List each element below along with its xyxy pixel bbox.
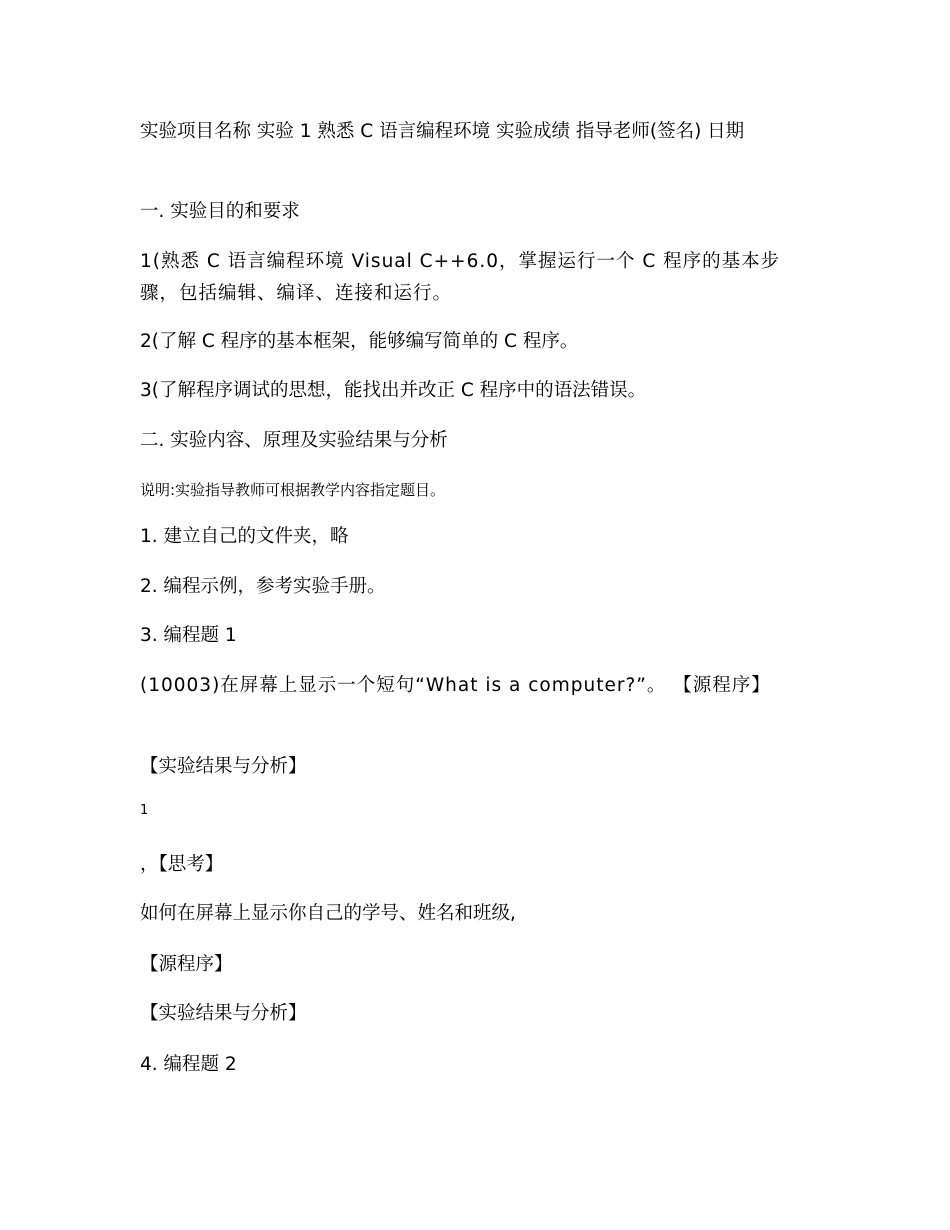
requirement-1: 1(熟悉 C 语言编程环境 Visual C++6.0，掌握运行一个 C 程序的基本步骤，包括编辑、编译、连接和运行。 xyxy=(140,251,781,304)
experiment-header-line: 实验项目名称 实验 1 熟悉 C 语言编程环境 实验成绩 指导老师(签名) 日期 xyxy=(140,121,745,142)
think-question: 如何在屏幕上显示你自己的学号、姓名和班级, xyxy=(140,903,516,924)
source-heading: 【源程序】 xyxy=(140,954,233,975)
result-heading-1: 【实验结果与分析】 xyxy=(140,756,307,777)
section-1-heading: 一. 实验目的和要求 xyxy=(140,201,300,222)
instructor-note: 说明:实验指导教师可根据教学内容指定题目。 xyxy=(140,481,446,499)
requirement-2: 2(了解 C 程序的基本框架，能够编写简单的 C 程序。 xyxy=(140,331,579,352)
result-heading-2: 【实验结果与分析】 xyxy=(140,1003,307,1024)
section-2-heading: 二. 实验内容、原理及实验结果与分析 xyxy=(140,430,448,451)
task-1-description: (10003)在屏幕上显示一个短句“What is a computer?”。 【源程序】 xyxy=(140,675,771,696)
item-2: 2. 编程示例，参考实验手册。 xyxy=(140,576,386,597)
requirement-3: 3(了解程序调试的思想，能找出并改正 C 程序中的语法错误。 xyxy=(140,380,647,401)
item-4: 4. 编程题 2 xyxy=(140,1054,237,1075)
page-marker: 1 xyxy=(140,803,149,818)
item-1: 1. 建立自己的文件夹，略 xyxy=(140,526,349,547)
item-3: 3. 编程题 1 xyxy=(140,625,237,646)
think-heading: ，【思考】 xyxy=(140,854,224,875)
